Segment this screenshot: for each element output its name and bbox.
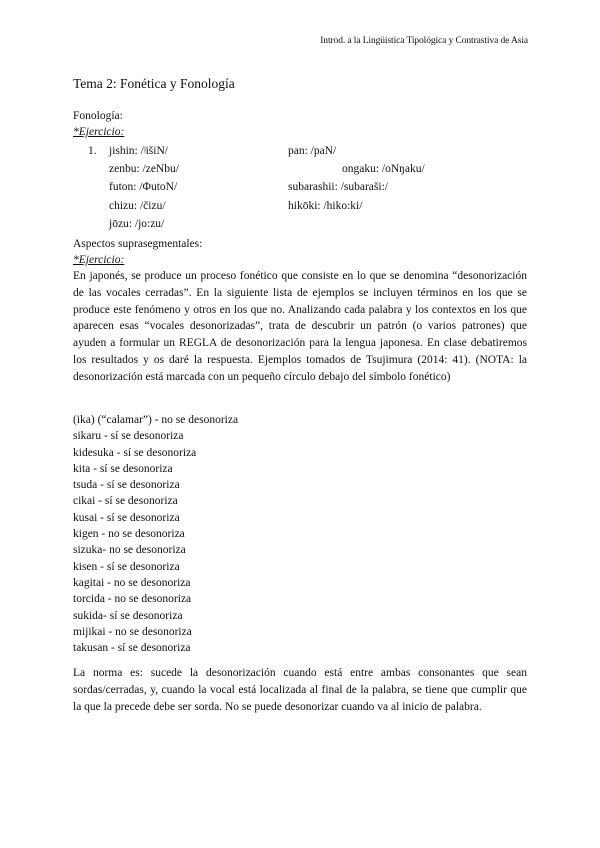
list-item: sizuka- no se desonoriza — [73, 544, 186, 557]
list-item: kagitai - no se desonoriza — [73, 576, 191, 589]
list-item: kigen - no se desonoriza — [73, 528, 185, 541]
list-item: takusan - sí se desonoriza — [73, 642, 191, 655]
list-item: kidesuka - sí se desonoriza — [73, 446, 197, 459]
list-item: sukida- sí se desonoriza — [73, 609, 183, 622]
exercise-paragraph: En japonés, se produce un proceso fonético que consiste en lo que se denomina “desonorización de las vocales cerradas”. En la siguiente lista de ejemplos se incluyen términos en los que se produce este fenómeno y otros en los que no. Analizando cada palabra y los contextos en los que aparecen esas “vocales desonorizadas”, trata de descubrir un patrón (o varios patrones) que ayuden a formular un REGLA de desonorización para la lengua japonesa. En clase debatiremos los resultados y os daré la respuesta. Ejemplos tomados de Tsujimura (2014: 41). (NOTA: la desonorización está marcada con un pequeño círculo debajo del símbolo fonético) — [73, 270, 527, 383]
list-item: jishin: /ʲišiN/ — [109, 145, 168, 157]
examples-list — [73, 412, 238, 656]
list-item: tsuda - sí se desonoriza — [73, 479, 180, 492]
list-item: mijikai - no se desonoriza — [73, 625, 192, 638]
list-item: ongaku: /oNŋaku/ — [342, 163, 425, 176]
list-item: (ika) (“calamar”) - no se desonoriza — [73, 414, 239, 426]
list-number: 1. — [88, 145, 97, 157]
suprasegmentales-ejercicio-label: *Ejercicio: — [73, 254, 125, 266]
list-item: jōzu: /jo:zu/ — [109, 217, 165, 230]
page-header: Introd. a la Lingüística Tipológica y Contrastiva de Asia — [320, 36, 528, 46]
list-item: zenbu: /zeNbu/ — [109, 163, 179, 176]
list-item: futon: /ΦutoN/ — [109, 181, 178, 194]
list-item: subarashii: /subaraši:/ — [288, 181, 388, 194]
page-title: Tema 2: Fonética y Fonología — [73, 76, 235, 91]
list-item: pan: /paN/ — [288, 145, 337, 157]
list-item: kita - sí se desonoriza — [73, 462, 173, 475]
right-column — [288, 142, 425, 215]
list-item: kisen - sí se desonoriza — [73, 560, 180, 573]
list-item: torcida - no se desonoriza — [73, 593, 192, 606]
list-item: kusai - sí se desonoriza — [73, 511, 180, 524]
list-item: hikōki: /hiko:ki/ — [288, 199, 363, 212]
fonologia-heading: Fonología: — [73, 110, 123, 122]
suprasegmentales-heading: Aspectos suprasegmentales: — [73, 238, 203, 250]
fonologia-ejercicio-label: *Ejercicio: — [73, 126, 125, 138]
left-column — [109, 142, 179, 233]
list-item: cikai - sí se desonoriza — [73, 495, 178, 508]
list-item: sikaru - sí se desonoriza — [73, 430, 184, 443]
conclusion-paragraph: La norma es: sucede la desonorización cuando está entre ambas consonantes que sean sordas/cerradas, y, cuando la vocal está localizada al final de la palabra, se tiene que cumplir que la que la precede debe ser sorda. No se puede desonorizar cuando va al inicio de palabra. — [73, 667, 527, 713]
list-item: chizu: /čizu/ — [109, 199, 166, 212]
